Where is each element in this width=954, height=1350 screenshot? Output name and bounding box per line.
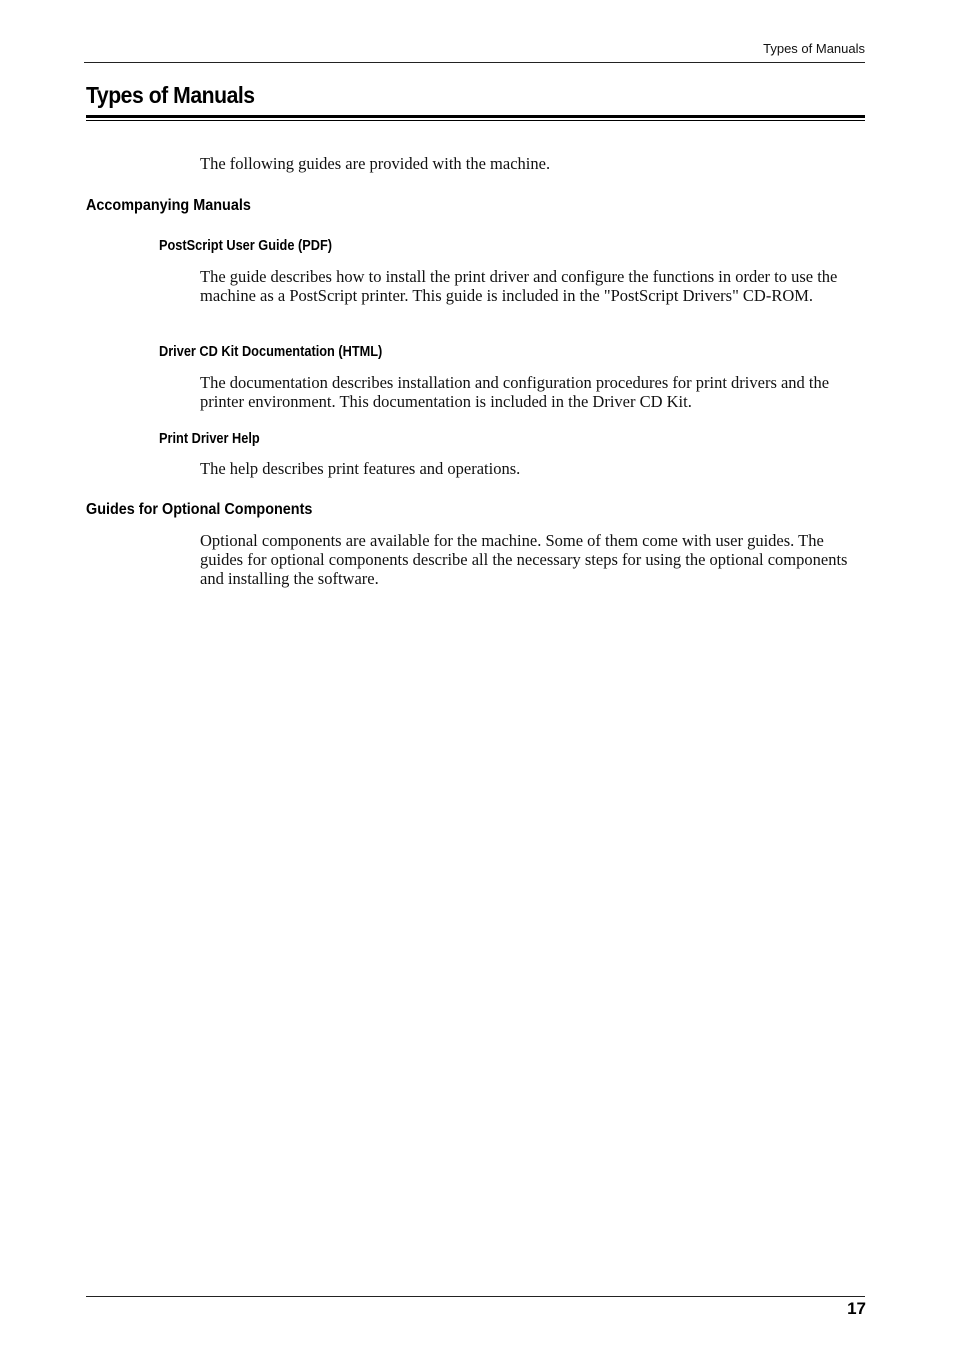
section-heading-optional-components: Guides for Optional Components bbox=[86, 501, 313, 518]
page-number: 17 bbox=[847, 1299, 866, 1318]
title-rule-thick bbox=[86, 115, 865, 118]
intro-paragraph: The following guides are provided with the machine. bbox=[200, 154, 551, 173]
paragraph-postscript-guide: The guide describes how to install the print driver and configure the functions in order to use the machine as a PostScript printer. This guide is included in the "PostScript Drivers" CD-ROM. bbox=[200, 267, 838, 305]
subsection-heading-postscript-guide: PostScript User Guide (PDF) bbox=[159, 238, 333, 254]
paragraph-driver-cd-kit: The documentation describes installation and configuration procedures for print drivers and the printer environment. This documentation is included in the Driver CD Kit. bbox=[200, 373, 830, 411]
title-rule-thin bbox=[86, 120, 865, 121]
subsection-heading-print-driver-help: Print Driver Help bbox=[159, 431, 260, 447]
page-title: Types of Manuals bbox=[86, 82, 255, 108]
paragraph-print-driver-help: The help describes print features and operations. bbox=[200, 459, 521, 478]
subsection-heading-driver-cd-kit: Driver CD Kit Documentation (HTML) bbox=[159, 344, 383, 360]
section-heading-accompanying: Accompanying Manuals bbox=[86, 197, 251, 214]
footer-rule bbox=[86, 1296, 865, 1297]
running-header: Types of Manuals bbox=[763, 41, 865, 56]
header-rule bbox=[84, 62, 865, 63]
paragraph-optional-components: Optional components are available for the machine. Some of them come with user guides. The guides for optional components describe all the necessary steps for using the optional components and installing the software. bbox=[200, 531, 848, 588]
